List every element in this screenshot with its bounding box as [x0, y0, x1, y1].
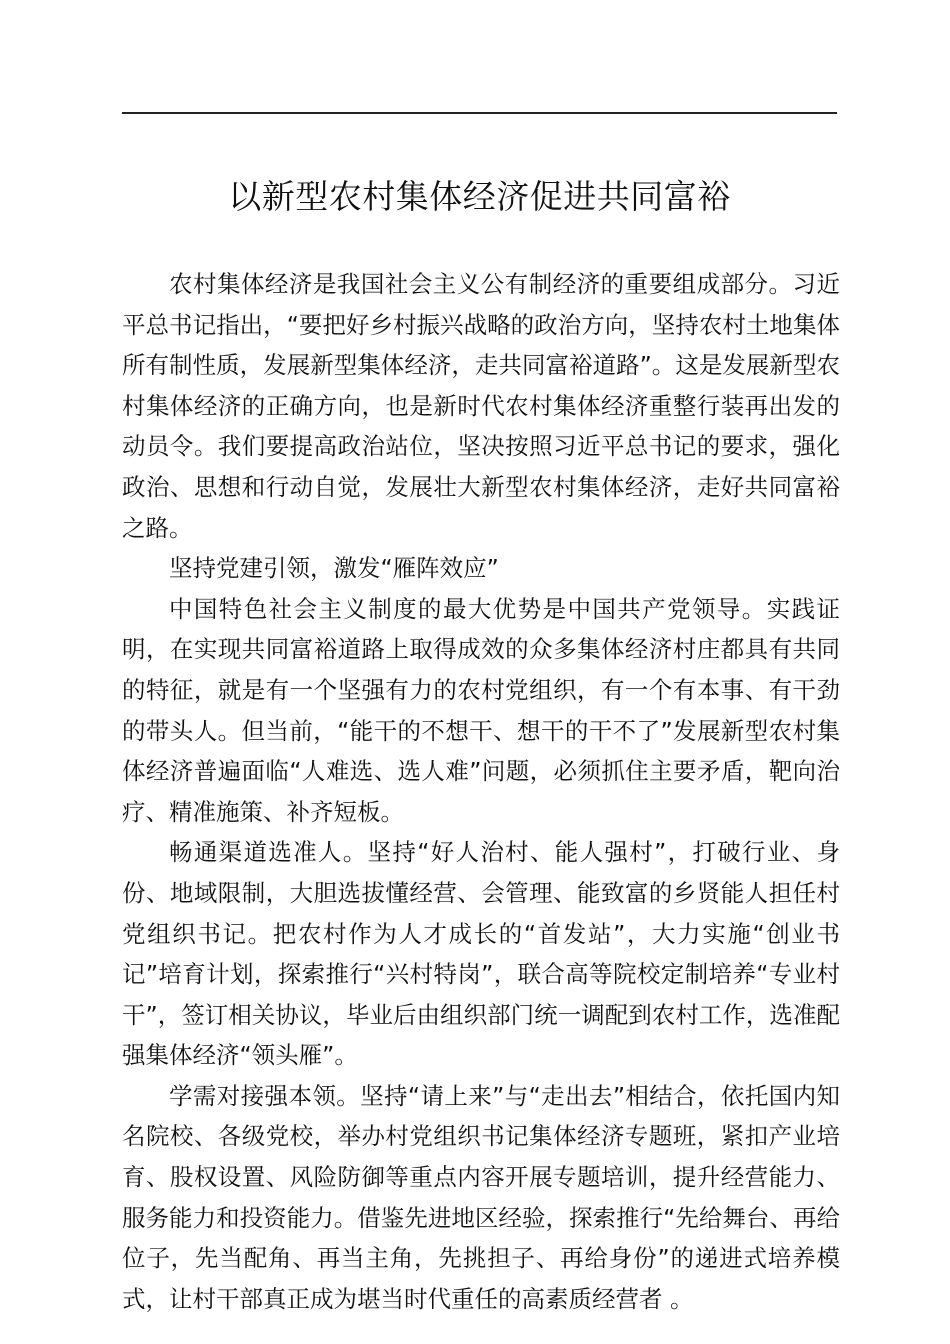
document-body [122, 264, 840, 1319]
paragraph-training: 学需对接强本领。坚持“请上来”与“走出去”相结合，依托国内知名院校、各级党校，举办村党组织书记集体经济专题班，紧扣产业培育、股权设置、风险防御等重点内容开展专题培训，提升经营能力、服务能力和投资能力。借鉴先进地区经验，探索推行“先给舞台、再给位子，先当配角、再当主角，先挑担子、再给身份”的递进式培养模式，让村干部真正成为堪当时代重任的高素质经营者 。 [122, 1081, 840, 1313]
section-heading: 坚持党建引领，激发“雁阵效应” [169, 554, 499, 583]
header-rule [122, 112, 837, 114]
paragraph-intro: 农村集体经济是我国社会主义公有制经济的重要组成部分。习近平总书记指出，“要把好乡村振兴战略的政治方向，坚持农村土地集体所有制性质，发展新型集体经济，走共同富裕道路”。这是发展新型农村集体经济的正确方向，也是新时代农村集体经济重整行装再出发的动员令。我们要提高政治站位，坚决按照习近平总书记的要求，强化政治、思想和行动自觉，发展壮大新型农村集体经济，走好共同富裕之路。 [122, 270, 840, 542]
paragraph-select-talent: 畅通渠道选准人。坚持“好人治村、能人强村”，打破行业、身份、地域限制，大胆选拔懂经营、会管理、能致富的乡贤能人担任村党组织书记。把农村作为人才成长的“首发站”，大力实施“创业书记”培育计划，探索推行“兴村特岗”，联合高等院校定制培养“专业村干”，签订相关协议，毕业后由组织部门统一调配到农村工作，选准配强集体经济“领头雁”。 [122, 838, 840, 1070]
paragraph-party-leadership: 中国特色社会主义制度的最大优势是中国共产党领导。实践证明，在实现共同富裕道路上取得成效的众多集体经济村庄都具有共同的特征，就是有一个坚强有力的农村党组织，有一个有本事、有干劲的带头人。但当前，“能干的不想干、想干的干不了”发展新型农村集体经济普遍面临“人难选、选人难”问题，必须抓住主要矛盾，靶向治疗、精准施策、补齐短板。 [122, 594, 840, 826]
document-title: 以新型农村集体经济促进共同富裕 [228, 177, 731, 216]
